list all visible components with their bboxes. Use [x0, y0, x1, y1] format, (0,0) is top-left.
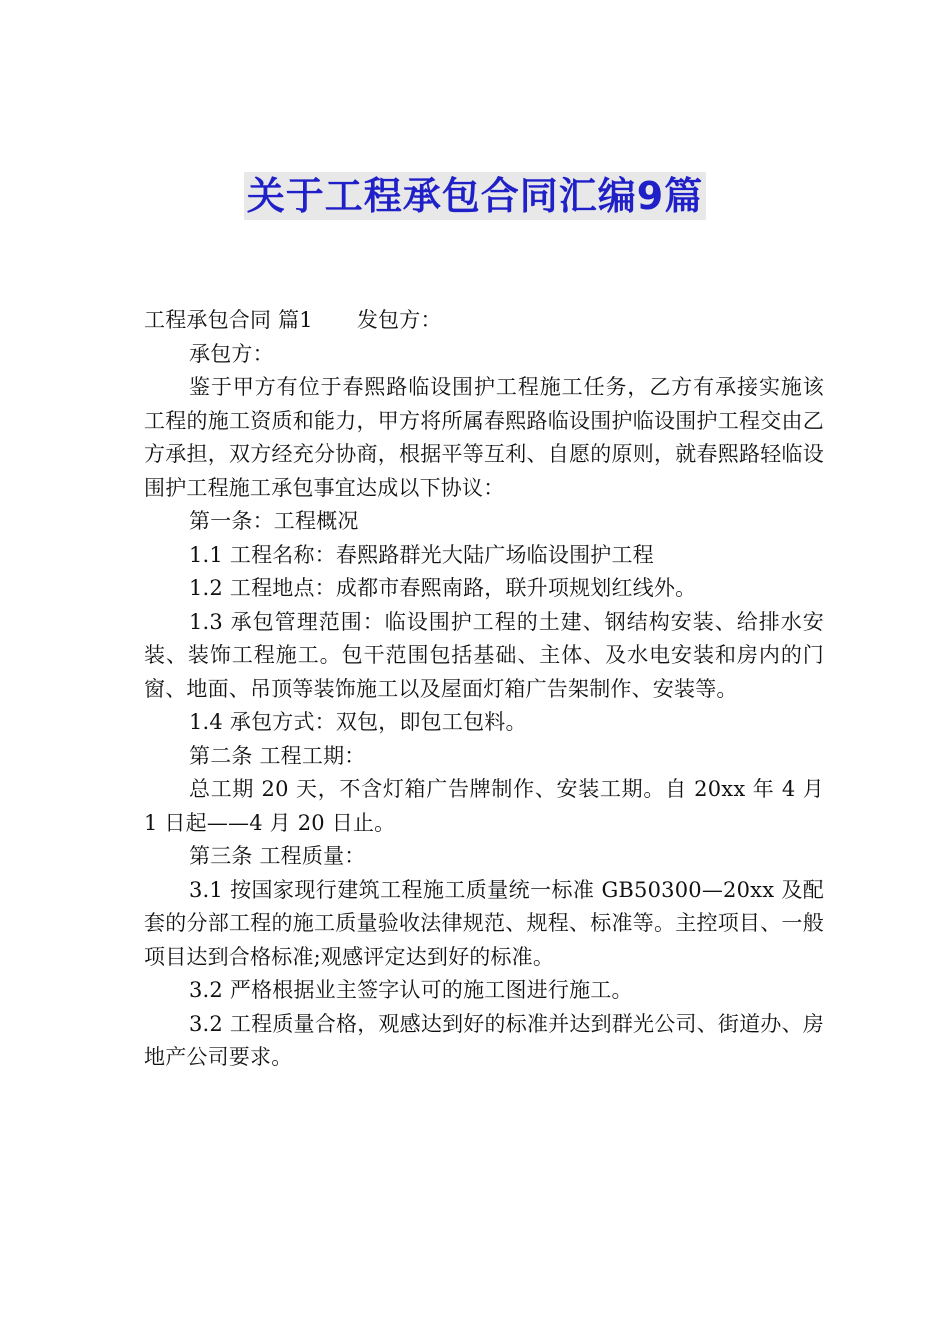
- paragraph-3-2b: 3.2 工程质量合格，观感达到好的标准并达到群光公司、街道办、房地产公司要求。: [144, 1011, 824, 1069]
- paragraph-1-3: 1.3 承包管理范围：临设围护工程的土建、钢结构安装、给排水安装、装饰工程施工。包干范围包括基础、主体、及水电安装和房内的门窗、地面、吊顶等装饰施工以及屋面灯箱广告架制作、安装等。: [144, 609, 824, 701]
- paragraph-article-3: 第三条 工程质量：: [189, 844, 366, 868]
- paragraph-1-2: 1.2 工程地点：成都市春熙南路，联升项规划红线外。: [189, 576, 697, 600]
- paragraph-preamble: 鉴于甲方有位于春熙路临设围护工程施工任务，乙方有承接实施该工程的施工资质和能力，甲方将所属春熙路临设围护临设围护工程交由乙方承担，双方经充分协商，根据平等互利、自愿的原则，就春熙路轻临设围护工程施工承包事宜达成以下协议：: [144, 375, 824, 500]
- document-body: [144, 304, 824, 1075]
- paragraph-3-1: 3.1 按国家现行建筑工程施工质量统一标准 GB50300—20xx 及配套的分部工程的施工质量验收法律规范、规程、标准等。主控项目、一般项目达到合格标准;观感评定达到好的标准。: [144, 877, 824, 969]
- paragraph-1-1: 1.1 工程名称：春熙路群光大陆广场临设围护工程: [189, 542, 654, 567]
- contract-heading: 工程承包合同 篇1: [144, 308, 313, 332]
- paragraph-3-2a: 3.2 严格根据业主签字认可的施工图进行施工。: [189, 978, 633, 1002]
- document-title: 关于工程承包合同汇编9篇: [244, 172, 706, 220]
- paragraph-1-4: 1.4 承包方式：双包，即包工包料。: [189, 710, 527, 734]
- paragraph-article-2: 第二条 工程工期：: [189, 743, 366, 768]
- paragraph-party-b: 承包方：: [189, 341, 274, 366]
- title-wrapper: [0, 172, 950, 220]
- paragraph-duration: 总工期 20 天，不含灯箱广告牌制作、安装工期。自 20xx 年 4 月 1 日起——4 月 20 日止。: [144, 777, 824, 835]
- party-a-label: 发包方：: [356, 308, 442, 332]
- paragraph-article-1: 第一条：工程概况: [189, 509, 359, 533]
- first-line: [144, 304, 824, 338]
